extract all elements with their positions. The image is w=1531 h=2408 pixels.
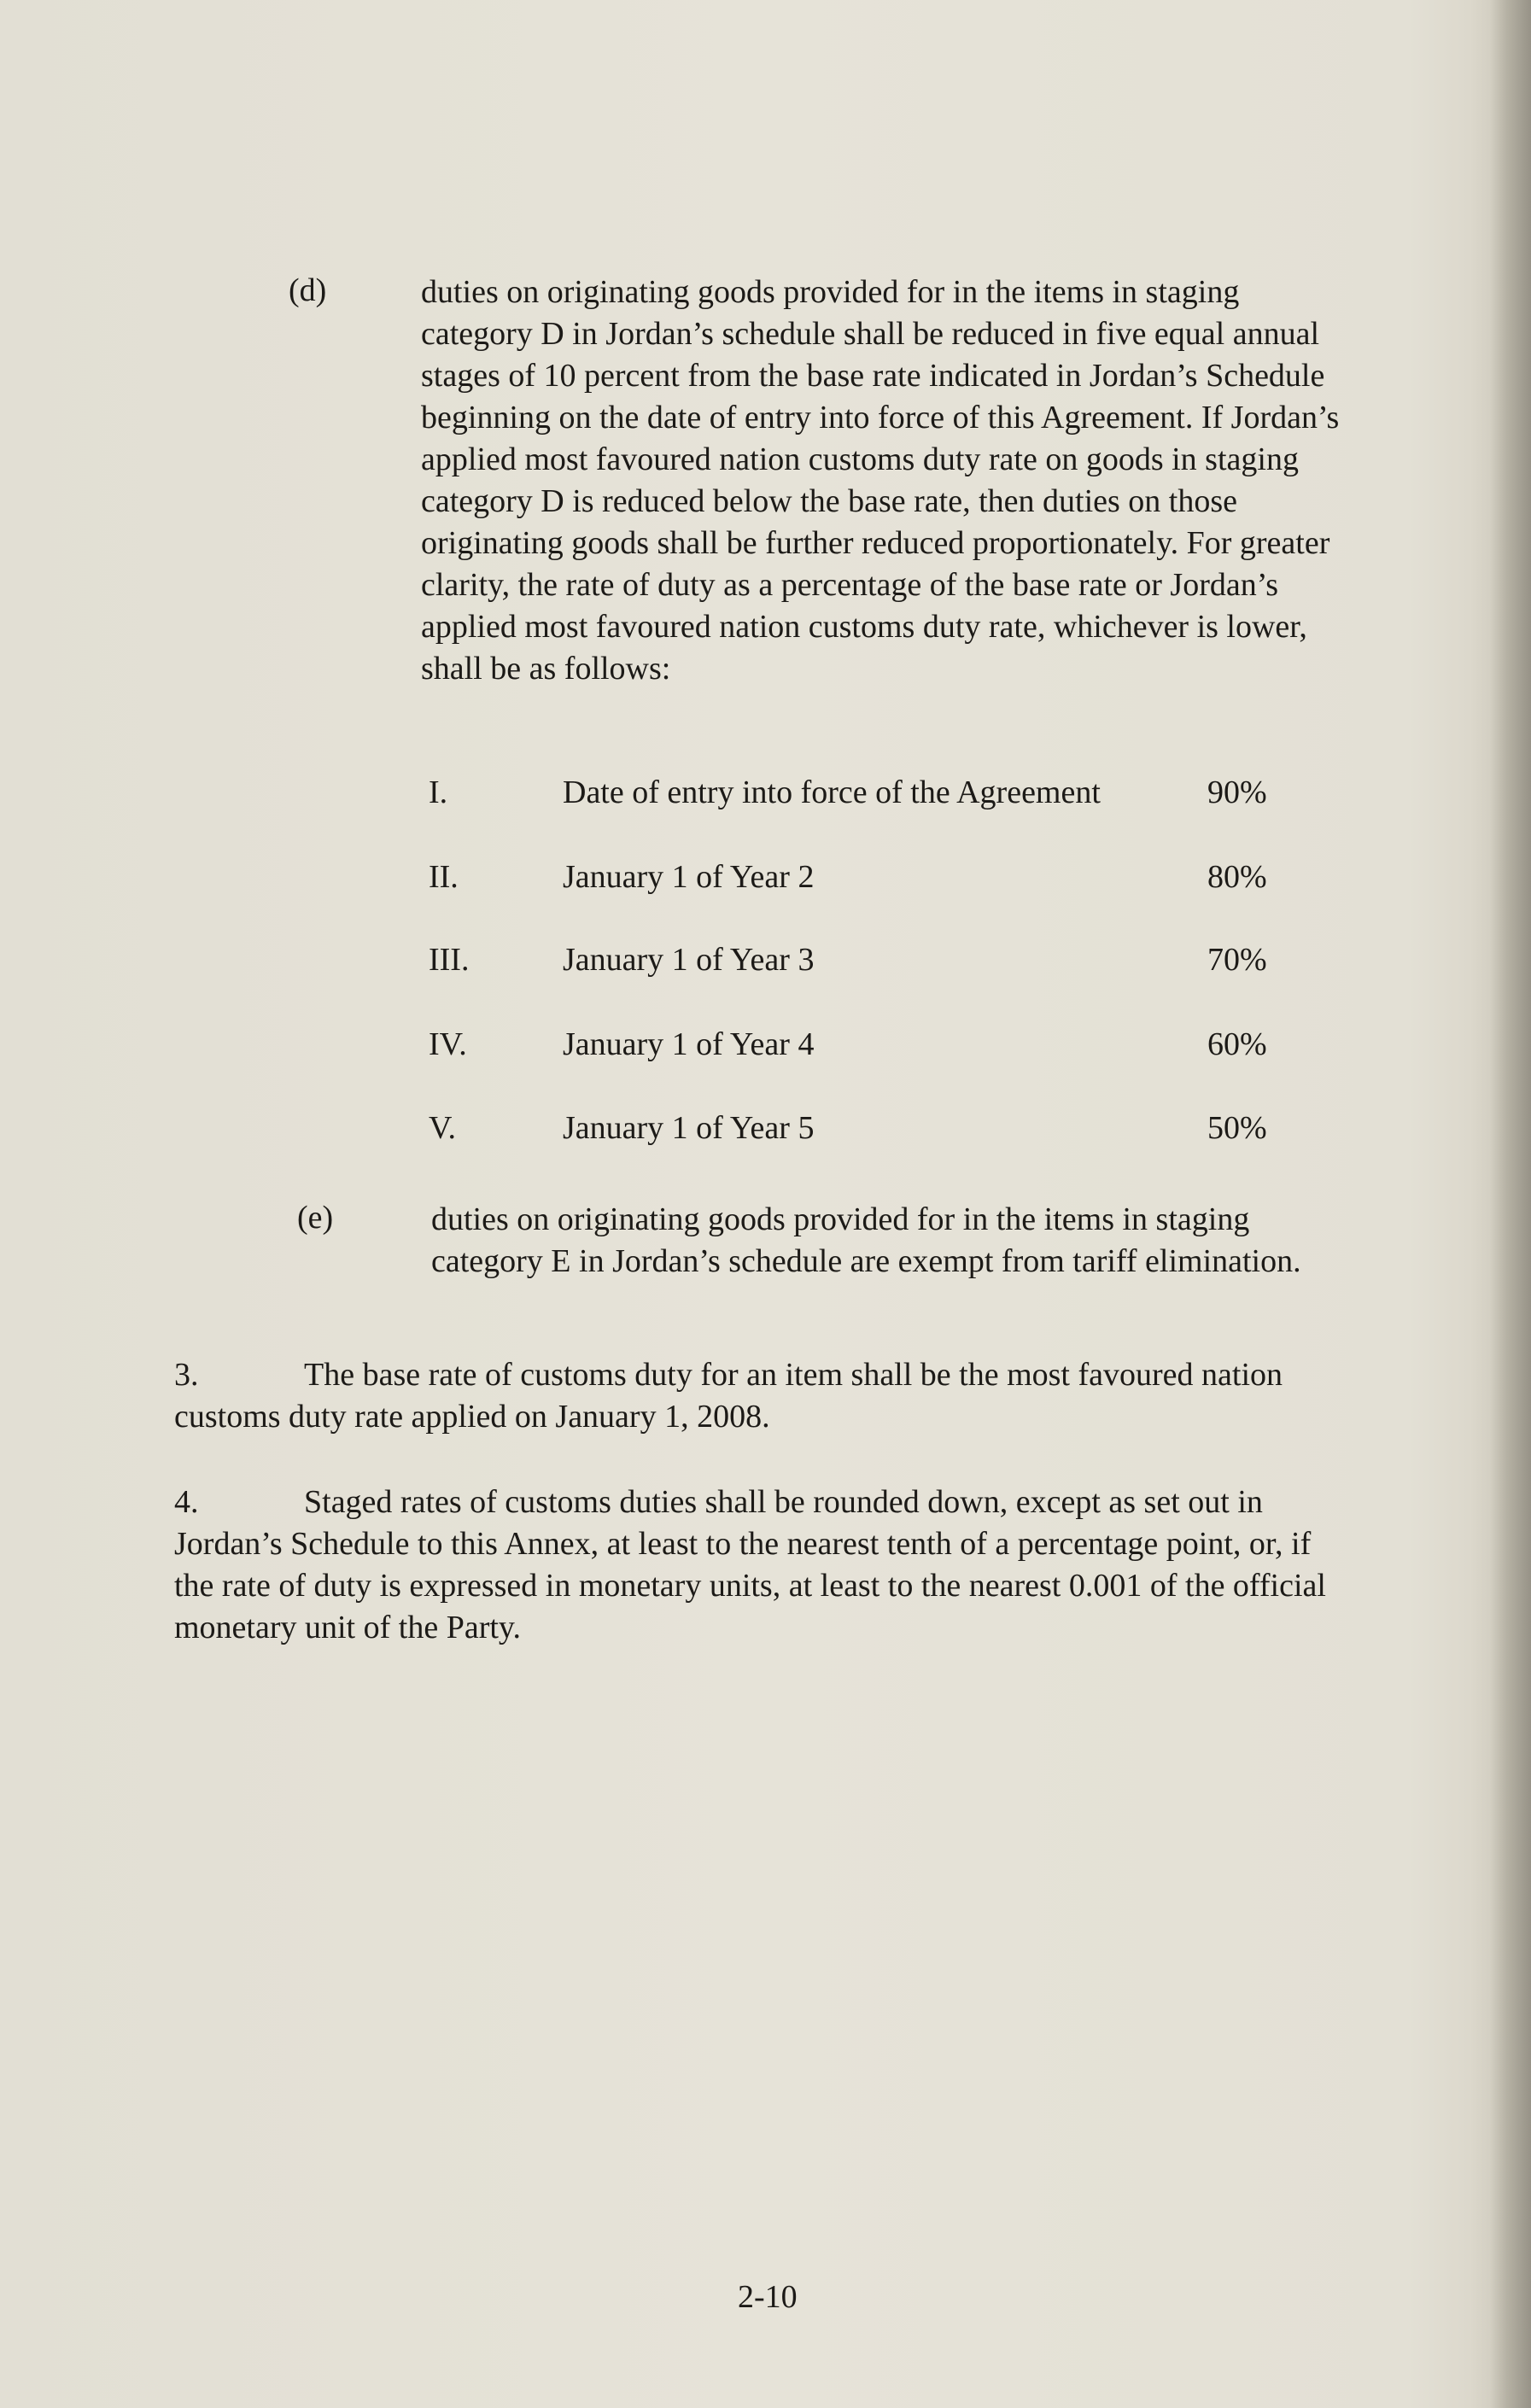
stage-row (429, 1109, 1283, 1152)
stage-number: V. (429, 1110, 457, 1146)
stage-number: I. (429, 774, 448, 810)
paragraph-text: Staged rates of customs duties shall be rounded down, except as set out in Jordan’s Schedule to this Annex, at least to the nearest tenth of a percentage point, or, if the rate of duty is expressed in monetary units, at least to the nearest 0.001 of the official monetary unit of the Party. (174, 1484, 1326, 1645)
stage-date: January 1 of Year 3 (563, 942, 815, 978)
item-e-text: duties on originating goods provided for in the items in staging category E in Jordan’s schedule are exempt from tariff elimination. (431, 1201, 1301, 1279)
paragraph-number: 4. (174, 1484, 199, 1520)
stage-date: January 1 of Year 4 (563, 1026, 815, 1062)
stage-row (429, 774, 1283, 816)
stage-percentage: 70% (1207, 942, 1267, 978)
stage-percentage: 60% (1207, 1026, 1267, 1062)
paragraph-text: The base rate of customs duty for an item shall be the most favoured nation customs duty rate applied on January 1, 2008. (174, 1357, 1283, 1435)
page-edge-shadow (1490, 0, 1531, 2408)
stage-percentage: 90% (1207, 774, 1267, 810)
stage-number: IV. (429, 1026, 467, 1062)
item-e-marker: (e) (297, 1200, 334, 1236)
paragraph-4 (174, 1482, 1344, 1649)
stage-row (429, 941, 1283, 984)
stage-date: January 1 of Year 2 (563, 859, 815, 895)
paragraph-3 (174, 1354, 1344, 1438)
stage-percentage: 50% (1207, 1110, 1267, 1146)
stage-percentage: 80% (1207, 859, 1267, 895)
stage-row (429, 1026, 1283, 1068)
paragraph-number: 3. (174, 1357, 199, 1393)
item-d-marker: (d) (289, 272, 327, 308)
stage-date: January 1 of Year 5 (563, 1110, 815, 1146)
stage-row (429, 858, 1283, 901)
item-d-text: duties on originating goods provided for in the items in staging category D in Jordan’s schedule shall be reduced in five equal annual stages of 10 percent from the base rate indicated in Jordan’s Schedule beginning on the date of entry into force of this Agreement. If Jordan’s applied most favoured nation customs duty rate on goods in staging category D is reduced below the base rate, then duties on those originating goods shall be further reduced proportionately. For greater clarity, the rate of duty as a percentage of the base rate or Jordan’s applied most favoured nation customs duty rate, whichever is lower, shall be as follows: (421, 274, 1340, 687)
stage-date: Date of entry into force of the Agreement (563, 774, 1101, 810)
stage-number: II. (429, 859, 459, 895)
page-number: 2-10 (738, 2279, 798, 2315)
stage-number: III. (429, 942, 470, 978)
